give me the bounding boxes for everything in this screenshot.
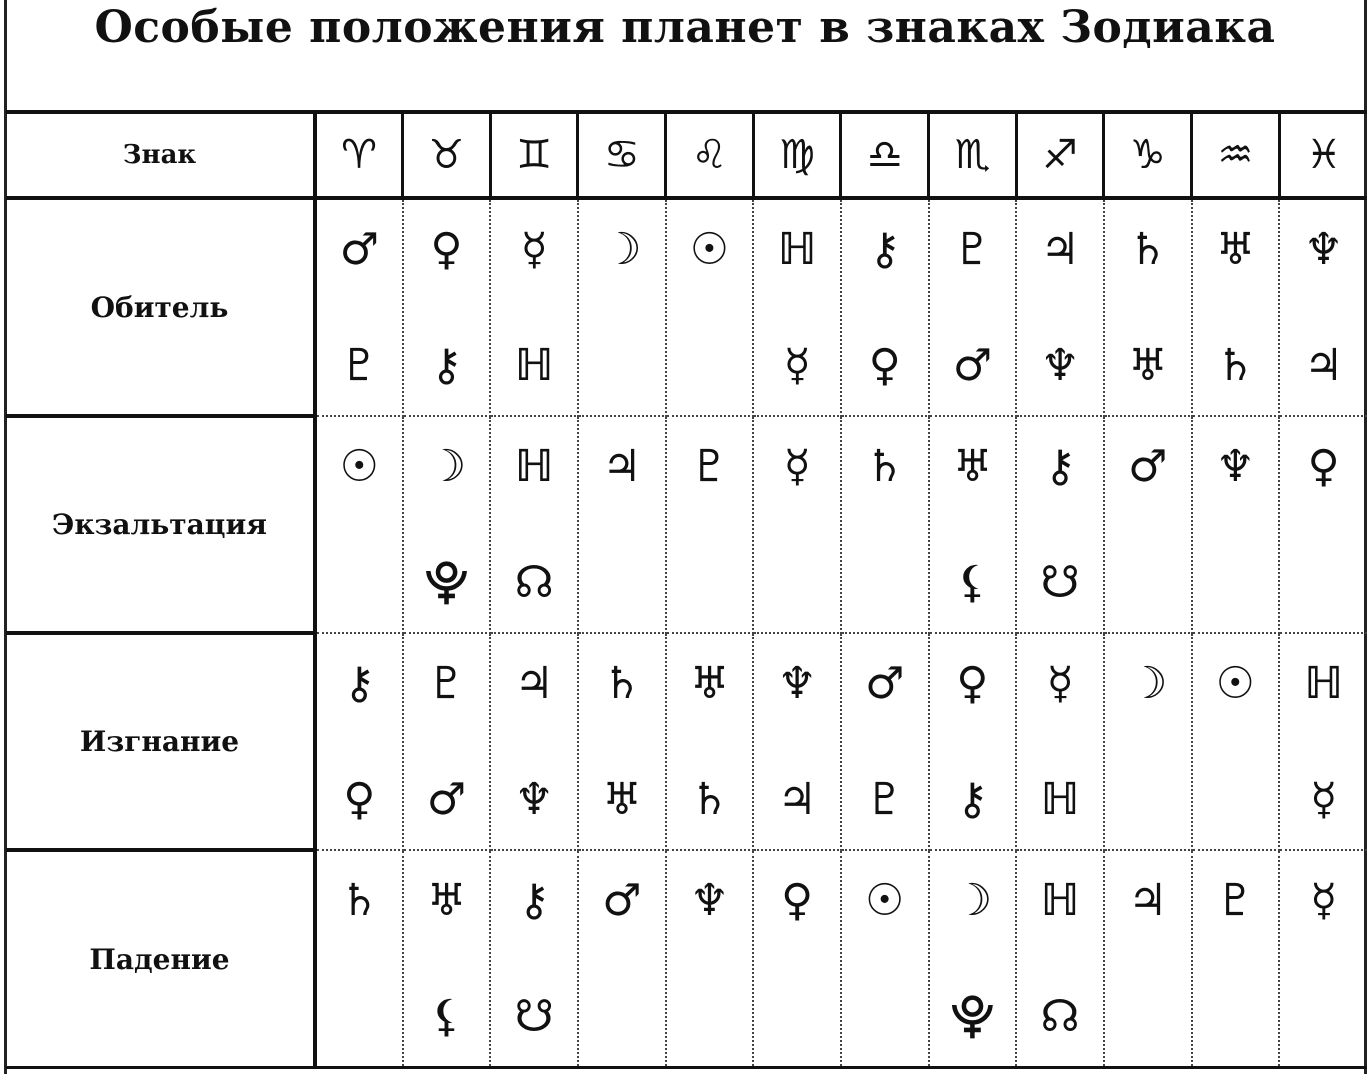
- table-cell: [1192, 850, 1280, 1068]
- table-cell: [578, 850, 666, 1068]
- planet-symbol-icon: ☽: [952, 874, 993, 926]
- planet-symbol-icon: ♅: [689, 657, 730, 709]
- planet-stack: [1105, 871, 1191, 1047]
- planet-symbol-icon: ☊: [1040, 990, 1080, 1042]
- table-cell: [490, 416, 578, 633]
- header-label: Знак: [6, 112, 315, 198]
- planet-stack: [579, 220, 665, 396]
- planet-symbol-icon: ☿: [1310, 874, 1338, 926]
- table-cell: [753, 416, 841, 633]
- planet-symbol-icon: ☿: [783, 440, 811, 492]
- planet-stack: [1280, 437, 1367, 613]
- planet-symbol-icon: ♄: [1215, 339, 1256, 391]
- planet-symbol-icon: ♄: [689, 773, 730, 825]
- planet-stack: [579, 654, 665, 830]
- planet-symbol-icon: ♂: [865, 657, 905, 709]
- planet-symbol-icon: ☿: [1310, 773, 1338, 825]
- planet-symbol-icon: ♇: [426, 657, 467, 709]
- planet-stack: [930, 437, 1016, 613]
- planet-symbol-icon: ♂: [952, 339, 993, 391]
- planet-stack: [930, 220, 1016, 396]
- table-cell: [1104, 198, 1192, 416]
- planet-symbol-icon: ♄: [1128, 223, 1168, 275]
- table-cell: [1104, 633, 1192, 850]
- planet-symbol-icon: ⚷: [1043, 440, 1077, 492]
- planet-symbol-icon: ♇: [339, 339, 380, 391]
- planet-stack: [930, 871, 1016, 1047]
- planet-stack: [1193, 437, 1279, 613]
- planet-symbol-icon: ⯓: [950, 990, 994, 1042]
- sign-pisces-icon: ♓: [1279, 112, 1367, 198]
- table-cell: [753, 633, 841, 850]
- table-cell: [578, 633, 666, 850]
- planet-symbol-icon: ♇: [1215, 874, 1256, 926]
- planet-symbol-icon: ♀: [343, 773, 376, 825]
- row-label: Обитель: [6, 198, 315, 416]
- planet-symbol-icon: ☉: [689, 223, 730, 275]
- planet-stack: [754, 220, 840, 396]
- planet-symbol-icon: ☿: [520, 223, 548, 275]
- planet-stack: [317, 220, 402, 396]
- sign-leo-icon: ♌: [666, 112, 754, 198]
- planet-stack: [1105, 654, 1191, 830]
- planet-stack: [404, 654, 490, 830]
- planet-symbol-icon: ♄: [865, 440, 905, 492]
- table-cell: [1192, 198, 1280, 416]
- planet-stack: [1017, 437, 1103, 613]
- planet-symbol-icon: ♅: [1215, 223, 1256, 275]
- table-cell: [1279, 633, 1367, 850]
- planet-stack: [404, 437, 490, 613]
- sign-virgo-icon: ♍: [753, 112, 841, 198]
- planet-symbol-icon: ♃: [1128, 874, 1168, 926]
- page-title: Особые положения планет в знаках Зодиака: [94, 2, 1276, 53]
- table-cell: [666, 850, 754, 1068]
- table-cell: [1016, 416, 1104, 633]
- table-cell: [578, 416, 666, 633]
- planet-symbol-icon: ⯓: [424, 556, 468, 608]
- sign-cancer-icon: ♋: [578, 112, 666, 198]
- planet-symbol-icon: ♆: [1040, 339, 1080, 391]
- table-cell: [1104, 850, 1192, 1068]
- table-cell: [1104, 416, 1192, 633]
- planet-symbol-icon: ⚷: [430, 339, 463, 391]
- table-cell: [403, 850, 491, 1068]
- table-cell: [1279, 198, 1367, 416]
- planet-symbol-icon: ⚷: [518, 874, 551, 926]
- table-cell: [490, 850, 578, 1068]
- planet-symbol-icon: ♀: [780, 874, 814, 926]
- planet-symbol-icon: ☋: [514, 990, 554, 1042]
- planet-stack: [842, 654, 928, 830]
- table-cell: [841, 416, 929, 633]
- planet-stack: [491, 437, 577, 613]
- planet-symbol-icon: ♅: [952, 440, 993, 492]
- planet-symbol-icon: ♀: [868, 339, 901, 391]
- sign-sagittarius-icon: ♐: [1016, 112, 1104, 198]
- planet-symbol-icon: ♀: [430, 223, 463, 275]
- planet-symbol-icon: ⚷: [868, 223, 901, 275]
- planet-symbol-icon: ℍ: [1304, 657, 1344, 709]
- planet-stack: [1105, 437, 1191, 613]
- row-fall: [6, 850, 1367, 1068]
- planet-stack: [1105, 220, 1191, 396]
- planet-positions-table: [6, 110, 1367, 1069]
- table-cell: [315, 416, 403, 633]
- planet-stack: [404, 220, 490, 396]
- sign-libra-icon: ♎: [841, 112, 929, 198]
- row-domicile: [6, 198, 1367, 416]
- planet-stack: [754, 437, 840, 613]
- planet-stack: [842, 871, 928, 1047]
- planet-symbol-icon: ☽: [1128, 657, 1168, 709]
- planet-stack: [317, 437, 402, 613]
- planet-stack: [491, 654, 577, 830]
- planet-stack: [667, 220, 753, 396]
- row-detriment: [6, 633, 1367, 850]
- planet-symbol-icon: ♀: [1307, 440, 1340, 492]
- table-cell: [666, 198, 754, 416]
- table-cell: [490, 198, 578, 416]
- planet-symbol-icon: ☿: [1046, 657, 1074, 709]
- table-cell: [315, 198, 403, 416]
- planet-symbol-icon: ⚷: [956, 773, 989, 825]
- planet-symbol-icon: ♇: [689, 440, 730, 492]
- table-cell: [666, 416, 754, 633]
- planet-stack: [579, 871, 665, 1047]
- table-cell: [403, 633, 491, 850]
- planet-stack: [930, 654, 1016, 830]
- planet-symbol-icon: ☽: [602, 223, 642, 275]
- table-cell: [490, 633, 578, 850]
- table-cell: [315, 633, 403, 850]
- planet-symbol-icon: ☽: [426, 440, 467, 492]
- planet-symbol-icon: ♃: [602, 440, 642, 492]
- planet-symbol-icon: ♅: [1128, 339, 1168, 391]
- planet-stack: [317, 654, 402, 830]
- sign-capricorn-icon: ♑: [1104, 112, 1192, 198]
- table-cell: [841, 198, 929, 416]
- planet-symbol-icon: ♅: [426, 874, 467, 926]
- table-cell: [1192, 633, 1280, 850]
- table-cell: [666, 633, 754, 850]
- table-cell: [929, 633, 1017, 850]
- planet-symbol-icon: ℍ: [514, 339, 554, 391]
- planet-symbol-icon: ♆: [1303, 223, 1344, 275]
- planet-symbol-icon: ♇: [952, 223, 993, 275]
- planet-symbol-icon: ♂: [426, 773, 467, 825]
- sign-gemini-icon: ♊: [490, 112, 578, 198]
- planet-stack: [667, 437, 753, 613]
- planet-stack: [1193, 871, 1279, 1047]
- row-exaltation: [6, 416, 1367, 633]
- planet-symbol-icon: ♄: [339, 874, 380, 926]
- planet-symbol-icon: ℍ: [514, 440, 554, 492]
- table-cell: [315, 850, 403, 1068]
- table-cell: [753, 850, 841, 1068]
- planet-symbol-icon: ♆: [514, 773, 554, 825]
- planet-stack: [1280, 871, 1367, 1047]
- table-cell: [841, 850, 929, 1068]
- sign-taurus-icon: ♉: [403, 112, 491, 198]
- table-cell: [1016, 850, 1104, 1068]
- planet-stack: [1193, 220, 1279, 396]
- planet-symbol-icon: ⚷: [343, 657, 376, 709]
- table-cell: [1192, 416, 1280, 633]
- planet-stack: [317, 871, 402, 1047]
- planet-symbol-icon: ℍ: [1040, 874, 1080, 926]
- planet-symbol-icon: ⚸: [430, 990, 463, 1042]
- row-label: Падение: [6, 850, 315, 1068]
- planet-symbol-icon: ♂: [602, 874, 642, 926]
- planet-stack: [1017, 220, 1103, 396]
- planet-stack: [1280, 220, 1367, 396]
- planet-stack: [754, 871, 840, 1047]
- planet-symbol-icon: ♃: [514, 657, 554, 709]
- planet-symbol-icon: ♆: [689, 874, 730, 926]
- planet-symbol-icon: ☋: [1040, 556, 1080, 608]
- planet-symbol-icon: ♆: [777, 657, 817, 709]
- planet-symbol-icon: ♆: [1215, 440, 1256, 492]
- planet-stack: [1193, 654, 1279, 830]
- planet-stack: [667, 871, 753, 1047]
- header-row: [6, 112, 1367, 198]
- table-cell: [1016, 633, 1104, 850]
- planet-stack: [491, 220, 577, 396]
- planet-stack: [1017, 871, 1103, 1047]
- planet-symbol-icon: ♂: [1128, 440, 1168, 492]
- table-cell: [929, 850, 1017, 1068]
- planet-stack: [491, 871, 577, 1047]
- table-cell: [929, 416, 1017, 633]
- planet-symbol-icon: ☉: [339, 440, 380, 492]
- row-label: Изгнание: [6, 633, 315, 850]
- planet-symbol-icon: ☉: [1215, 657, 1256, 709]
- sign-scorpio-icon: ♏: [929, 112, 1017, 198]
- planet-symbol-icon: ♂: [339, 223, 380, 275]
- planet-stack: [667, 654, 753, 830]
- table-cell: [578, 198, 666, 416]
- planet-symbol-icon: ℍ: [777, 223, 817, 275]
- table-cell: [929, 198, 1017, 416]
- planet-symbol-icon: ♀: [956, 657, 989, 709]
- planet-stack: [754, 654, 840, 830]
- sign-aquarius-icon: ♒: [1192, 112, 1280, 198]
- planet-symbol-icon: ☉: [865, 874, 905, 926]
- planet-symbol-icon: ♃: [1040, 223, 1080, 275]
- planet-symbol-icon: ℍ: [1040, 773, 1080, 825]
- row-label: Экзальтация: [6, 416, 315, 633]
- planet-symbol-icon: ♃: [777, 773, 817, 825]
- planet-stack: [842, 220, 928, 396]
- table-cell: [841, 633, 929, 850]
- table-cell: [403, 416, 491, 633]
- planet-symbol-icon: ♄: [602, 657, 642, 709]
- planet-symbol-icon: ⚸: [956, 556, 989, 608]
- planet-symbol-icon: ♃: [1303, 339, 1344, 391]
- planet-stack: [1280, 654, 1367, 830]
- table-cell: [1016, 198, 1104, 416]
- table-cell: [1279, 416, 1367, 633]
- planet-symbol-icon: ☿: [783, 339, 811, 391]
- planet-stack: [579, 437, 665, 613]
- table-cell: [403, 198, 491, 416]
- sign-aries-icon: ♈: [315, 112, 403, 198]
- table-cell: [1279, 850, 1367, 1068]
- planet-symbol-icon: ♅: [602, 773, 642, 825]
- planet-stack: [404, 871, 490, 1047]
- planet-stack: [1017, 654, 1103, 830]
- table-cell: [753, 198, 841, 416]
- planet-symbol-icon: ☊: [514, 556, 554, 608]
- planet-stack: [842, 437, 928, 613]
- planet-symbol-icon: ♇: [865, 773, 905, 825]
